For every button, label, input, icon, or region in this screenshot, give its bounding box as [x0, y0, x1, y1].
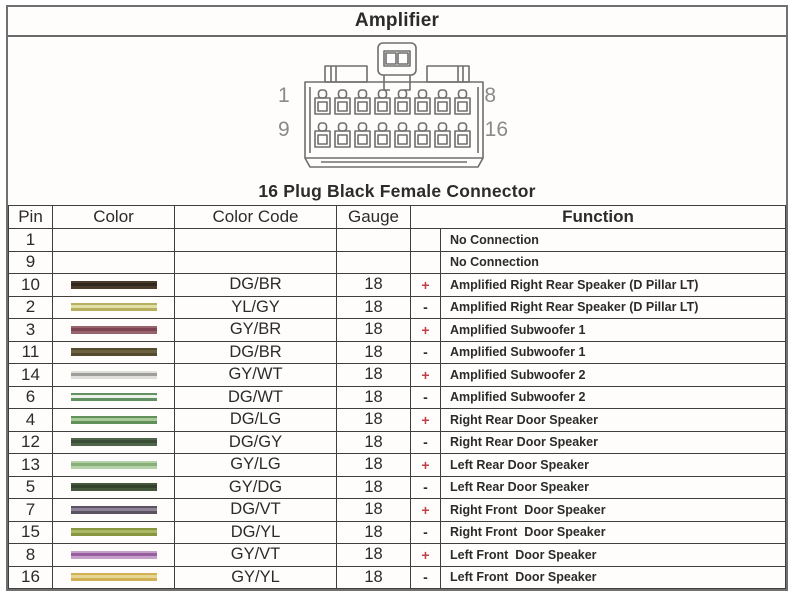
function-label: Left Front Door Speaker [441, 566, 786, 589]
pin-number: 10 [9, 274, 53, 297]
pin-row-1 [9, 229, 786, 252]
function-label: Amplified Right Rear Speaker (D Pillar LT) [441, 274, 786, 297]
polarity-sign: + [411, 544, 441, 567]
pin-number: 3 [9, 319, 53, 342]
polarity-sign: - [411, 476, 441, 499]
polarity-sign: + [411, 454, 441, 477]
wire-color-cell [53, 364, 175, 387]
polarity-sign [411, 229, 441, 252]
pin-row-16 [9, 566, 786, 589]
pin-number: 14 [9, 364, 53, 387]
header-pin: Pin [9, 206, 53, 229]
polarity-sign: + [411, 499, 441, 522]
pin-number: 5 [9, 476, 53, 499]
pin-number: 12 [9, 431, 53, 454]
gauge-value: 18 [337, 274, 411, 297]
wire-color-swatch [71, 303, 157, 311]
wire-color-swatch [71, 371, 157, 379]
color-code: GY/DG [175, 476, 337, 499]
function-label: Left Front Door Speaker [441, 544, 786, 567]
pin-number: 16 [9, 566, 53, 589]
connector-pin9-label: 9 [278, 118, 290, 141]
pin-row-9 [9, 251, 786, 274]
wire-color-cell [53, 229, 175, 252]
gauge-value: 18 [337, 296, 411, 319]
function-label: Left Rear Door Speaker [441, 454, 786, 477]
pin-number: 1 [9, 229, 53, 252]
pin-number: 2 [9, 296, 53, 319]
polarity-sign: - [411, 296, 441, 319]
wire-color-cell [53, 476, 175, 499]
gauge-value [337, 229, 411, 252]
function-label: Right Rear Door Speaker [441, 431, 786, 454]
header-color-code: Color Code [175, 206, 337, 229]
wire-color-swatch [71, 483, 157, 491]
polarity-sign: + [411, 319, 441, 342]
wire-color-swatch [71, 416, 157, 424]
polarity-sign: - [411, 386, 441, 409]
gauge-value [337, 251, 411, 274]
gauge-value: 18 [337, 476, 411, 499]
pin-row-12 [9, 431, 786, 454]
header-color: Color [53, 206, 175, 229]
pin-row-6 [9, 386, 786, 409]
pin-number: 11 [9, 341, 53, 364]
connector-pin8-label: 8 [484, 84, 496, 107]
pin-row-15 [9, 521, 786, 544]
pin-row-4 [9, 409, 786, 432]
pin-row-10 [9, 274, 786, 297]
wire-color-swatch [71, 326, 157, 334]
polarity-sign: + [411, 409, 441, 432]
pin-number: 6 [9, 386, 53, 409]
connector-diagram-area [8, 37, 786, 181]
pin-number: 9 [9, 251, 53, 274]
color-code: GY/VT [175, 544, 337, 567]
pin-row-14 [9, 364, 786, 387]
pin-row-3 [9, 319, 786, 342]
header-gauge: Gauge [337, 206, 411, 229]
connector-pin1-label: 1 [278, 84, 290, 107]
function-label: Amplified Subwoofer 2 [441, 364, 786, 387]
gauge-value: 18 [337, 454, 411, 477]
pin-row-8 [9, 544, 786, 567]
polarity-sign: + [411, 364, 441, 387]
gauge-value: 18 [337, 386, 411, 409]
color-code: YL/GY [175, 296, 337, 319]
table-header-row [9, 206, 786, 229]
wire-color-cell [53, 409, 175, 432]
wire-color-cell [53, 251, 175, 274]
connector-pin16-label: 16 [484, 118, 508, 141]
pin-number: 7 [9, 499, 53, 522]
wire-color-cell [53, 544, 175, 567]
header-function: Function [411, 206, 786, 229]
function-label: Amplified Subwoofer 1 [441, 319, 786, 342]
connector-subtitle: 16 Plug Black Female Connector [258, 181, 536, 201]
gauge-value: 18 [337, 319, 411, 342]
wire-color-swatch [71, 461, 157, 469]
wire-color-cell [53, 319, 175, 342]
function-label: Right Front Door Speaker [441, 521, 786, 544]
document-frame [6, 5, 788, 591]
wire-color-swatch [71, 506, 157, 514]
color-code [175, 251, 337, 274]
function-label: Amplified Right Rear Speaker (D Pillar LT) [441, 296, 786, 319]
color-code: GY/LG [175, 454, 337, 477]
gauge-value: 18 [337, 566, 411, 589]
pin-number: 8 [9, 544, 53, 567]
wire-color-swatch [71, 573, 157, 581]
polarity-sign: - [411, 341, 441, 364]
wire-color-swatch [71, 281, 157, 289]
pin-number: 4 [9, 409, 53, 432]
color-code: GY/BR [175, 319, 337, 342]
function-label: No Connection [441, 251, 786, 274]
color-code: GY/YL [175, 566, 337, 589]
pin-row-11 [9, 341, 786, 364]
gauge-value: 18 [337, 544, 411, 567]
polarity-sign: - [411, 521, 441, 544]
function-label: No Connection [441, 229, 786, 252]
function-label: Amplified Subwoofer 2 [441, 386, 786, 409]
connector-diagram [272, 37, 522, 181]
gauge-value: 18 [337, 409, 411, 432]
connector-drawing-icon [299, 40, 495, 178]
wire-color-swatch [71, 528, 157, 536]
wire-color-swatch [71, 393, 157, 401]
color-code: DG/LG [175, 409, 337, 432]
pin-number: 13 [9, 454, 53, 477]
pinout-table-wrap [8, 205, 786, 589]
wire-color-cell [53, 386, 175, 409]
color-code: DG/BR [175, 341, 337, 364]
pin-row-5 [9, 476, 786, 499]
color-code: GY/WT [175, 364, 337, 387]
pin-row-13 [9, 454, 786, 477]
pinout-table [8, 205, 786, 589]
function-label: Amplified Subwoofer 1 [441, 341, 786, 364]
color-code [175, 229, 337, 252]
pin-number: 15 [9, 521, 53, 544]
gauge-value: 18 [337, 521, 411, 544]
wire-color-cell [53, 274, 175, 297]
gauge-value: 18 [337, 499, 411, 522]
color-code: DG/YL [175, 521, 337, 544]
polarity-sign [411, 251, 441, 274]
gauge-value: 18 [337, 364, 411, 387]
wire-color-cell [53, 454, 175, 477]
gauge-value: 18 [337, 431, 411, 454]
wire-color-swatch [71, 348, 157, 356]
function-label: Right Front Door Speaker [441, 499, 786, 522]
page-title: Amplifier [8, 7, 786, 37]
pin-row-2 [9, 296, 786, 319]
color-code: DG/WT [175, 386, 337, 409]
wire-color-cell [53, 296, 175, 319]
color-code: DG/GY [175, 431, 337, 454]
function-label: Right Rear Door Speaker [441, 409, 786, 432]
function-label: Left Rear Door Speaker [441, 476, 786, 499]
pin-row-7 [9, 499, 786, 522]
polarity-sign: - [411, 566, 441, 589]
wire-color-swatch [71, 438, 157, 446]
wire-color-cell [53, 521, 175, 544]
wire-color-swatch [71, 551, 157, 559]
wire-color-cell [53, 566, 175, 589]
wire-color-cell [53, 499, 175, 522]
wire-color-cell [53, 431, 175, 454]
color-code: DG/BR [175, 274, 337, 297]
color-code: DG/VT [175, 499, 337, 522]
wire-color-cell [53, 341, 175, 364]
pin-table-body [9, 229, 786, 589]
polarity-sign: - [411, 431, 441, 454]
polarity-sign: + [411, 274, 441, 297]
gauge-value: 18 [337, 341, 411, 364]
